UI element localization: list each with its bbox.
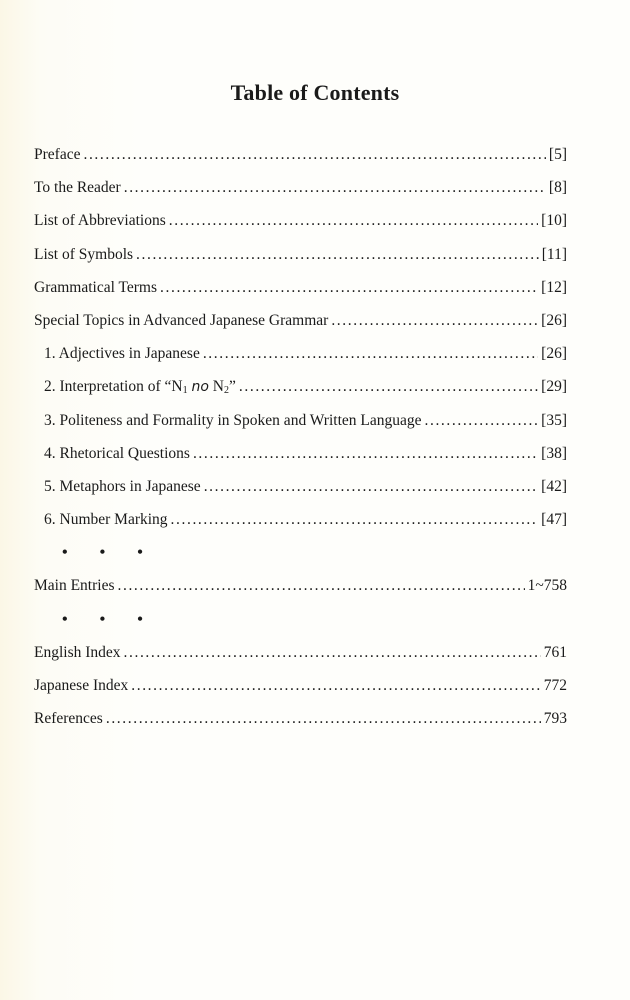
toc-page-number: [35] bbox=[541, 411, 567, 429]
toc-entry-label: Main Entries bbox=[34, 577, 115, 595]
toc-topic-interpretation bbox=[34, 378, 567, 411]
particle-no: no bbox=[191, 379, 209, 396]
dot-leader bbox=[131, 677, 541, 695]
toc-page-number: 772 bbox=[543, 677, 567, 694]
toc-entry-label bbox=[34, 378, 236, 396]
toc-page-number: [11] bbox=[541, 245, 567, 263]
toc-entry-label: Japanese Index bbox=[34, 677, 129, 694]
toc-entry-list-of-symbols bbox=[34, 246, 567, 279]
toc-topic-metaphors bbox=[34, 478, 567, 511]
label-suffix: ” bbox=[229, 378, 236, 396]
dot-leader bbox=[136, 246, 539, 264]
toc-page-number: [47] bbox=[541, 511, 567, 529]
toc-entry-label: List of Abbreviations bbox=[34, 212, 166, 230]
toc-entry-japanese-index bbox=[34, 677, 567, 710]
toc-entry-grammatical-terms bbox=[34, 279, 567, 312]
toc-page-number: 1~758 bbox=[527, 577, 567, 595]
toc-entry-label: References bbox=[34, 710, 103, 728]
toc-entry-label: To the Reader bbox=[34, 179, 121, 197]
subscript-1: 1 bbox=[182, 385, 188, 397]
toc-page-number: [38] bbox=[541, 444, 567, 462]
ellipsis-separator bbox=[34, 611, 567, 644]
toc-topic-adjectives bbox=[34, 345, 567, 378]
toc-entry-label: 6. Number Marking bbox=[44, 511, 168, 529]
toc-entry-label: 3. Politeness and Formality in Spoken and Written Language bbox=[44, 411, 422, 429]
toc-entry-label: 1. Adjectives in Japanese bbox=[44, 345, 200, 363]
dot-leader bbox=[239, 378, 538, 396]
ellipsis-separator bbox=[34, 544, 567, 577]
ellipsis-dots: • • • bbox=[62, 610, 157, 628]
dot-leader bbox=[83, 146, 545, 164]
dot-leader bbox=[425, 412, 539, 430]
dot-leader bbox=[118, 577, 525, 595]
toc-entry-label: Preface bbox=[34, 146, 81, 163]
dot-leader bbox=[171, 511, 539, 529]
dot-leader bbox=[160, 279, 538, 297]
toc-entry-label: 5. Metaphors in Japanese bbox=[44, 477, 201, 495]
toc-page-number: 761 bbox=[543, 643, 567, 661]
toc-entry-main-entries bbox=[34, 577, 567, 610]
toc-entry-label: 4. Rhetorical Questions bbox=[44, 444, 190, 462]
toc-page-number: [5] bbox=[548, 146, 567, 163]
label-prefix: 2. Interpretation of “N bbox=[44, 378, 183, 396]
toc-entry-label: List of Symbols bbox=[34, 245, 134, 263]
dot-leader bbox=[193, 445, 538, 463]
subscript-2: 2 bbox=[224, 385, 229, 397]
toc-page-number: 793 bbox=[543, 710, 567, 728]
toc-page-number: [8] bbox=[548, 179, 567, 197]
dot-leader bbox=[124, 179, 546, 197]
toc-entry-special-topics bbox=[34, 312, 567, 345]
toc-page-number: [10] bbox=[541, 212, 567, 230]
toc-topic-rhetorical-questions bbox=[34, 445, 567, 478]
toc-entry-to-the-reader bbox=[34, 179, 567, 212]
dot-leader bbox=[169, 212, 538, 230]
toc-entry-english-index bbox=[34, 644, 567, 677]
toc-entry-preface bbox=[34, 146, 567, 179]
dot-leader bbox=[106, 710, 541, 728]
ellipsis-dots: • • • bbox=[62, 544, 157, 562]
table-of-contents bbox=[34, 146, 567, 743]
toc-entry-references bbox=[34, 710, 567, 743]
toc-topic-number-marking bbox=[34, 511, 567, 544]
toc-page-number: [12] bbox=[541, 278, 567, 296]
toc-page-number: [42] bbox=[541, 477, 567, 495]
toc-page-number: [26] bbox=[541, 311, 567, 329]
label-n2: N bbox=[212, 378, 224, 396]
toc-entry-list-of-abbreviations bbox=[34, 212, 567, 245]
toc-entry-label: English Index bbox=[34, 643, 121, 661]
page-title: Table of Contents bbox=[230, 80, 400, 105]
toc-page-number: [26] bbox=[541, 345, 567, 363]
dot-leader bbox=[331, 312, 538, 330]
toc-entry-label: Special Topics in Advanced Japanese Grammar bbox=[34, 311, 329, 329]
toc-entry-label: Grammatical Terms bbox=[34, 278, 158, 296]
toc-page-number: [29] bbox=[541, 378, 567, 396]
dot-leader bbox=[204, 478, 538, 496]
toc-topic-politeness bbox=[34, 412, 567, 445]
dot-leader bbox=[203, 345, 538, 363]
dot-leader bbox=[124, 644, 541, 662]
